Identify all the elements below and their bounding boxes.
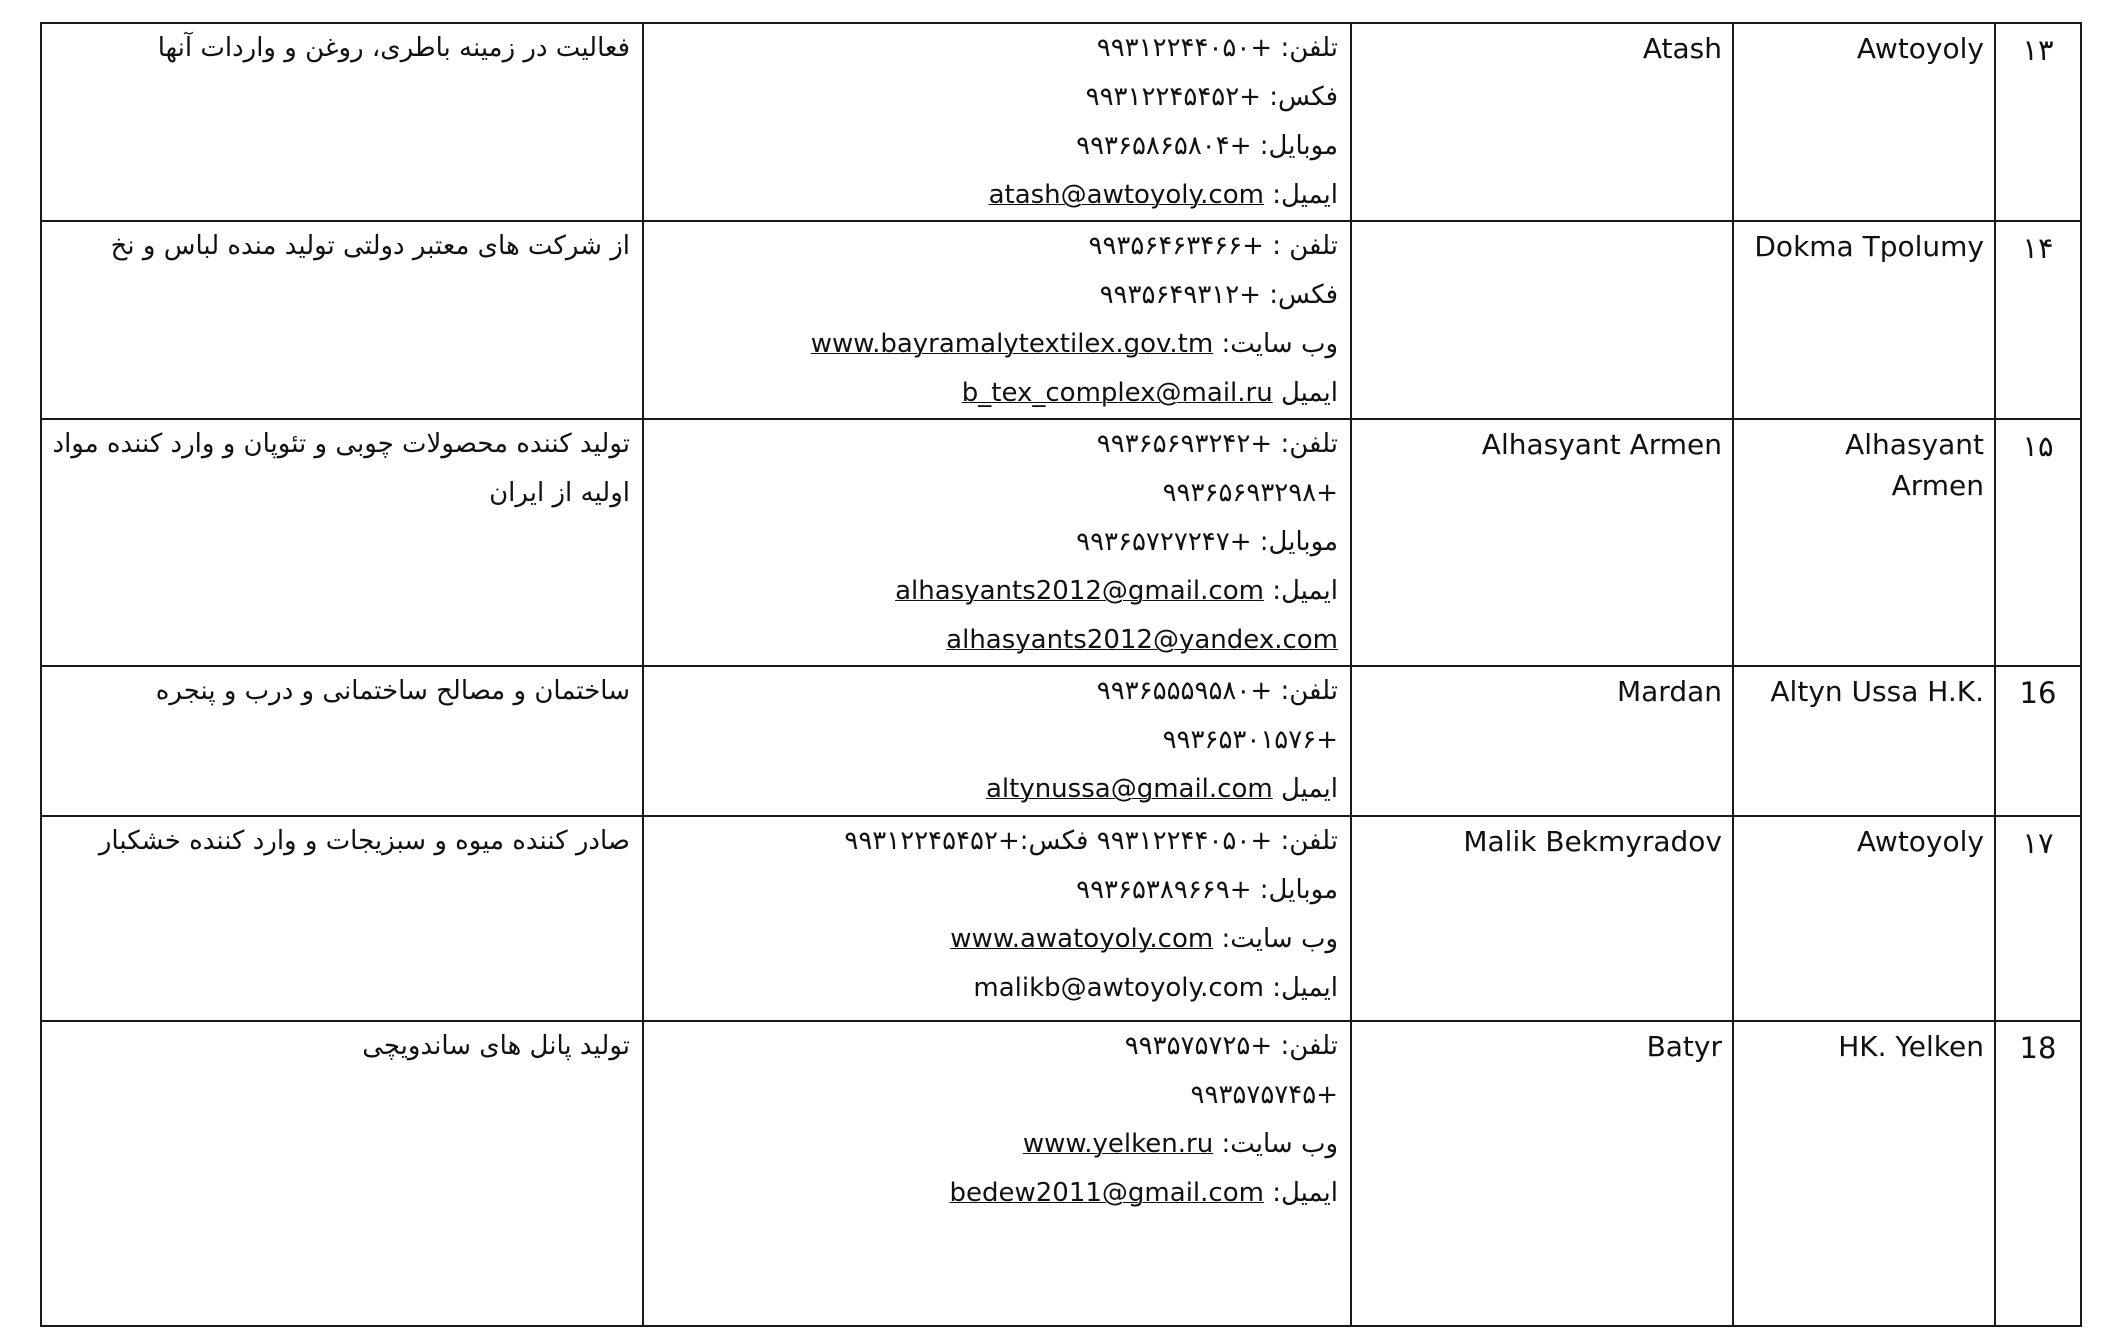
contact-label: تلفن:	[1280, 826, 1338, 856]
contact-value: +۹۹۳۱۲۲۴۵۴۵۲	[1085, 82, 1262, 112]
email-link[interactable]: b_tex_complex@mail.ru	[961, 378, 1273, 408]
contact-line	[644, 518, 1350, 567]
activity-cell	[41, 23, 643, 221]
row-number-cell	[1995, 221, 2081, 419]
contact-line	[644, 567, 1350, 616]
activity-cell	[41, 419, 643, 666]
row-number: ۱۵	[2022, 429, 2054, 463]
contact-person-cell	[1351, 419, 1733, 666]
contact-value: malikb@awtoyoly.com	[973, 973, 1264, 1003]
contact-person-name: Malik Bekmyradov	[1463, 825, 1722, 858]
activity-cell	[41, 221, 643, 419]
contact-value: +۹۹۳۶۵۶۹۳۲۹۸	[1162, 478, 1338, 508]
contact-value: +۹۹۳۵۶۴۶۳۴۶۶	[1088, 231, 1264, 261]
row-number-cell	[1995, 666, 2081, 816]
contact-label: تلفن:	[1280, 429, 1338, 459]
contact-line	[644, 1022, 1350, 1071]
contact-line	[644, 369, 1350, 418]
email-link[interactable]: altynussa@gmail.com	[985, 774, 1273, 804]
activity-description: از شرکت های معتبر دولتی تولید منده لباس و نخ	[110, 231, 630, 261]
website-link[interactable]: www.yelken.ru	[1022, 1129, 1214, 1159]
activity-cell	[41, 1021, 643, 1326]
contact-label: ایمیل:	[1272, 576, 1338, 606]
contact-label: وب سایت:	[1221, 924, 1338, 954]
table-row	[41, 816, 2081, 1021]
contact-line	[644, 964, 1350, 1013]
contact-info-cell	[643, 1021, 1351, 1326]
contact-label: ایمیل	[1280, 378, 1338, 408]
contact-line	[644, 817, 1350, 866]
contact-person-name: Mardan	[1616, 675, 1722, 708]
row-number: 16	[2019, 676, 2057, 710]
contact-value: +۹۹۳۶۵۳۰۱۵۷۶	[1162, 725, 1338, 755]
contact-person-cell	[1351, 816, 1733, 1021]
row-number-cell	[1995, 816, 2081, 1021]
contact-line	[644, 1071, 1350, 1120]
contact-label: وب سایت:	[1221, 1129, 1338, 1159]
company-cell	[1733, 221, 1995, 419]
table-row	[41, 419, 2081, 666]
email-link[interactable]: atash@awtoyoly.com	[988, 180, 1264, 210]
contact-person-cell	[1351, 221, 1733, 419]
contact-line	[644, 716, 1350, 765]
contact-value: +۹۹۳۶۵۵۵۹۵۸۰	[1096, 676, 1273, 706]
contact-value: +۹۹۳۵۷۵۷۴۵	[1190, 1080, 1338, 1110]
company-cell	[1733, 419, 1995, 666]
website-link[interactable]: www.bayramalytextilex.gov.tm	[810, 329, 1214, 359]
row-number-cell	[1995, 23, 2081, 221]
contact-label: تلفن:	[1280, 1031, 1338, 1061]
contact-line	[644, 420, 1350, 469]
company-cell	[1733, 1021, 1995, 1326]
company-cell	[1733, 816, 1995, 1021]
contact-label: فکس:	[1269, 82, 1338, 112]
row-number: ۱۴	[2022, 231, 2054, 265]
row-number: ۱۳	[2022, 33, 2054, 67]
email-link[interactable]: alhasyants2012@gmail.com	[895, 576, 1264, 606]
contact-line	[644, 1169, 1350, 1218]
company-name: Altyn Ussa H.K.	[1770, 675, 1984, 708]
contact-label: ایمیل:	[1272, 1178, 1338, 1208]
company-cell	[1733, 23, 1995, 221]
contact-line	[644, 222, 1350, 271]
activity-cell	[41, 666, 643, 816]
activity-description: تولید کننده محصولات چوبی و تئوپان و وارد کننده مواد اولیه از ایران	[52, 429, 630, 508]
activity-cell	[41, 816, 643, 1021]
contact-person-cell	[1351, 1021, 1733, 1326]
contact-label: تلفن:	[1280, 676, 1338, 706]
contact-line	[644, 765, 1350, 814]
contact-label: تلفن :	[1272, 231, 1338, 261]
contact-line	[644, 122, 1350, 171]
contact-label: موبایل:	[1259, 131, 1338, 161]
company-name: Alhasyant Armen	[1845, 428, 1984, 502]
table-row	[41, 221, 2081, 419]
contact-label: ایمیل:	[1272, 180, 1338, 210]
email-link[interactable]: alhasyants2012@yandex.com	[946, 625, 1338, 655]
contact-info-cell	[643, 23, 1351, 221]
contact-person-name: Alhasyant Armen	[1481, 428, 1722, 461]
company-name: Dokma Tpolumy	[1754, 230, 1984, 263]
contact-value: +۹۹۳۱۲۲۴۴۰۵۰ فکس:+۹۹۳۱۲۲۴۵۴۵۲	[844, 826, 1273, 856]
contact-line	[644, 1120, 1350, 1169]
contact-line	[644, 171, 1350, 220]
activity-description: صادر کننده میوه و سبزیجات و وارد کننده خشکبار	[98, 826, 630, 856]
contact-label: موبایل:	[1259, 527, 1338, 557]
website-link[interactable]: www.awatoyoly.com	[950, 924, 1214, 954]
contact-info-cell	[643, 221, 1351, 419]
contact-person-name	[1352, 222, 1732, 226]
contact-line	[644, 469, 1350, 518]
contact-line	[644, 73, 1350, 122]
contact-label: تلفن:	[1280, 33, 1338, 63]
contact-person-cell	[1351, 23, 1733, 221]
activity-description: ساختمان و مصالح ساختمانی و درب و پنجره	[155, 676, 630, 706]
contact-value: +۹۹۳۶۵۸۶۵۸۰۴	[1076, 131, 1252, 161]
contact-info-cell	[643, 419, 1351, 666]
contact-value: +۹۹۳۶۵۶۹۳۲۴۲	[1096, 429, 1273, 459]
companies-table	[40, 22, 2082, 1327]
contact-value: +۹۹۳۱۲۲۴۴۰۵۰	[1096, 33, 1273, 63]
row-number-cell	[1995, 419, 2081, 666]
contact-value: +۹۹۳۵۷۵۷۲۵	[1124, 1031, 1273, 1061]
contact-label: وب سایت:	[1221, 329, 1338, 359]
contact-person-name: Batyr	[1646, 1030, 1722, 1063]
contact-person-name: Atash	[1642, 32, 1722, 65]
contact-label: فکس:	[1269, 280, 1338, 310]
company-name: HK. Yelken	[1838, 1030, 1984, 1063]
contact-line	[644, 271, 1350, 320]
table-row	[41, 23, 2081, 221]
table-row	[41, 666, 2081, 816]
contact-line	[644, 667, 1350, 716]
contact-value: +۹۹۳۵۶۴۹۳۱۲	[1099, 280, 1262, 310]
contact-info-cell	[643, 816, 1351, 1021]
contact-label: موبایل:	[1259, 875, 1338, 905]
contact-info-cell	[643, 666, 1351, 816]
table-row	[41, 1021, 2081, 1326]
contact-line	[644, 320, 1350, 369]
company-name: Awtoyoly	[1856, 825, 1984, 858]
row-number-cell	[1995, 1021, 2081, 1326]
contact-label: ایمیل:	[1272, 973, 1338, 1003]
company-name: Awtoyoly	[1856, 32, 1984, 65]
contact-line	[644, 616, 1350, 665]
contact-line	[644, 866, 1350, 915]
table-body	[41, 23, 2081, 1326]
email-link[interactable]: bedew2011@gmail.com	[949, 1178, 1264, 1208]
activity-description: تولید پانل های ساندویچی	[362, 1031, 630, 1061]
contact-value: +۹۹۳۶۵۷۲۷۲۴۷	[1076, 527, 1252, 557]
row-number: ۱۷	[2022, 826, 2054, 860]
contact-person-cell	[1351, 666, 1733, 816]
contact-label: ایمیل	[1280, 774, 1338, 804]
row-number: 18	[2019, 1031, 2057, 1065]
activity-description: فعالیت در زمینه باطری، روغن و واردات آنها	[157, 33, 630, 63]
contact-line	[644, 24, 1350, 73]
contact-value: +۹۹۳۶۵۳۸۹۶۶۹	[1076, 875, 1252, 905]
company-cell	[1733, 666, 1995, 816]
contact-line	[644, 915, 1350, 964]
